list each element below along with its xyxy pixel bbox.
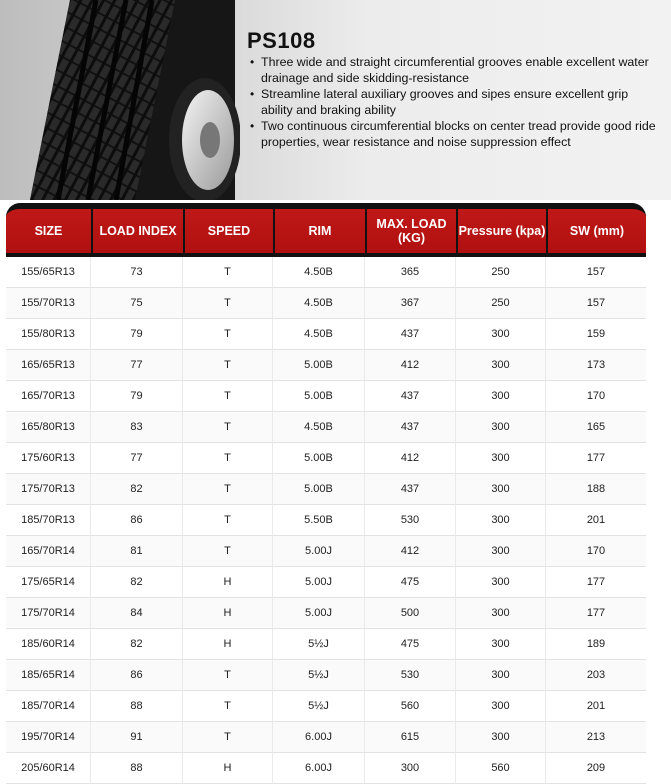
cell-size: 205/60R14 — [6, 753, 91, 784]
cell-max-load: 365 — [365, 257, 456, 288]
table-row — [6, 753, 646, 784]
header-pressure: Pressure (kpa) — [456, 203, 546, 257]
table-row — [6, 629, 646, 660]
cell-sw: 170 — [546, 536, 646, 567]
table-row — [6, 474, 646, 505]
cell-sw: 177 — [546, 598, 646, 629]
cell-pressure: 250 — [456, 257, 546, 288]
cell-load-index: 73 — [91, 257, 183, 288]
cell-pressure: 300 — [456, 567, 546, 598]
cell-load-index: 79 — [91, 319, 183, 350]
cell-max-load: 412 — [365, 536, 456, 567]
cell-size: 175/70R13 — [6, 474, 91, 505]
header-load-index: LOAD INDEX — [91, 203, 183, 257]
cell-sw: 159 — [546, 319, 646, 350]
cell-pressure: 300 — [456, 443, 546, 474]
cell-sw: 209 — [546, 753, 646, 784]
cell-pressure: 300 — [456, 412, 546, 443]
cell-size: 165/80R13 — [6, 412, 91, 443]
cell-speed: H — [183, 567, 273, 598]
cell-max-load: 367 — [365, 288, 456, 319]
cell-load-index: 86 — [91, 505, 183, 536]
cell-rim: 4.50B — [273, 257, 365, 288]
cell-max-load: 475 — [365, 567, 456, 598]
cell-rim: 5.50B — [273, 505, 365, 536]
cell-max-load: 437 — [365, 412, 456, 443]
table-row — [6, 536, 646, 567]
table-row — [6, 722, 646, 753]
table-row — [6, 381, 646, 412]
table-row — [6, 505, 646, 536]
cell-sw: 189 — [546, 629, 646, 660]
cell-size: 185/65R14 — [6, 660, 91, 691]
cell-speed: T — [183, 505, 273, 536]
cell-speed: T — [183, 722, 273, 753]
cell-sw: 157 — [546, 288, 646, 319]
cell-load-index: 77 — [91, 443, 183, 474]
cell-rim: 5½J — [273, 691, 365, 722]
cell-size: 155/65R13 — [6, 257, 91, 288]
cell-sw: 201 — [546, 505, 646, 536]
cell-rim: 5½J — [273, 660, 365, 691]
cell-size: 185/70R13 — [6, 505, 91, 536]
feature-list — [249, 54, 659, 150]
cell-pressure: 300 — [456, 381, 546, 412]
cell-rim: 4.50B — [273, 288, 365, 319]
table-row — [6, 350, 646, 381]
cell-speed: H — [183, 753, 273, 784]
cell-load-index: 82 — [91, 567, 183, 598]
cell-sw: 173 — [546, 350, 646, 381]
cell-rim: 5.00B — [273, 474, 365, 505]
cell-speed: T — [183, 288, 273, 319]
cell-max-load: 437 — [365, 319, 456, 350]
cell-load-index: 82 — [91, 474, 183, 505]
cell-pressure: 250 — [456, 288, 546, 319]
cell-sw: 203 — [546, 660, 646, 691]
spec-table — [6, 203, 646, 784]
cell-pressure: 300 — [456, 629, 546, 660]
cell-max-load: 300 — [365, 753, 456, 784]
cell-sw: 165 — [546, 412, 646, 443]
cell-speed: T — [183, 381, 273, 412]
cell-speed: T — [183, 660, 273, 691]
table-row — [6, 443, 646, 474]
cell-rim: 6.00J — [273, 753, 365, 784]
cell-rim: 5.00B — [273, 443, 365, 474]
cell-size: 165/65R13 — [6, 350, 91, 381]
cell-speed: H — [183, 629, 273, 660]
cell-size: 175/65R14 — [6, 567, 91, 598]
cell-max-load: 437 — [365, 474, 456, 505]
cell-pressure: 300 — [456, 691, 546, 722]
cell-speed: T — [183, 691, 273, 722]
feature-item: • Streamline lateral auxiliary grooves and sipes ensure excellent grip ability and braking ability — [249, 86, 659, 118]
cell-speed: T — [183, 443, 273, 474]
cell-speed: T — [183, 319, 273, 350]
cell-load-index: 86 — [91, 660, 183, 691]
cell-rim: 5.00J — [273, 536, 365, 567]
cell-sw: 177 — [546, 443, 646, 474]
table-row — [6, 412, 646, 443]
cell-max-load: 475 — [365, 629, 456, 660]
cell-size: 165/70R13 — [6, 381, 91, 412]
cell-speed: T — [183, 257, 273, 288]
table-row — [6, 660, 646, 691]
cell-max-load: 530 — [365, 505, 456, 536]
cell-load-index: 75 — [91, 288, 183, 319]
feature-item: • Two continuous circumferential blocks on center tread provide good ride properties, wear resistance and noise suppression effect — [249, 118, 659, 150]
table-row — [6, 691, 646, 722]
cell-sw: 170 — [546, 381, 646, 412]
cell-rim: 4.50B — [273, 412, 365, 443]
cell-load-index: 82 — [91, 629, 183, 660]
cell-speed: H — [183, 598, 273, 629]
cell-size: 185/60R14 — [6, 629, 91, 660]
cell-pressure: 300 — [456, 536, 546, 567]
cell-rim: 5.00B — [273, 381, 365, 412]
cell-size: 155/70R13 — [6, 288, 91, 319]
table-row — [6, 567, 646, 598]
cell-sw: 201 — [546, 691, 646, 722]
cell-max-load: 500 — [365, 598, 456, 629]
cell-rim: 4.50B — [273, 319, 365, 350]
cell-pressure: 300 — [456, 350, 546, 381]
cell-size: 155/80R13 — [6, 319, 91, 350]
cell-load-index: 83 — [91, 412, 183, 443]
feature-item: • Three wide and straight circumferential grooves enable excellent water drainage and side skidding-resistance — [249, 54, 659, 86]
table-body — [6, 257, 646, 784]
cell-max-load: 615 — [365, 722, 456, 753]
cell-sw: 188 — [546, 474, 646, 505]
cell-load-index: 79 — [91, 381, 183, 412]
header-rim: RIM — [273, 203, 365, 257]
cell-rim: 5.00J — [273, 598, 365, 629]
cell-max-load: 412 — [365, 350, 456, 381]
spec-table-container — [6, 203, 646, 784]
header-max-load: MAX. LOAD (KG) — [365, 203, 456, 257]
cell-max-load: 560 — [365, 691, 456, 722]
header-size: SIZE — [6, 203, 91, 257]
cell-load-index: 77 — [91, 350, 183, 381]
cell-sw: 213 — [546, 722, 646, 753]
cell-rim: 5½J — [273, 629, 365, 660]
product-banner — [0, 0, 671, 200]
cell-size: 175/60R13 — [6, 443, 91, 474]
cell-load-index: 84 — [91, 598, 183, 629]
table-row — [6, 598, 646, 629]
cell-speed: T — [183, 536, 273, 567]
table-header-row — [6, 203, 646, 257]
table-row — [6, 288, 646, 319]
cell-pressure: 300 — [456, 474, 546, 505]
header-speed: SPEED — [183, 203, 273, 257]
cell-max-load: 437 — [365, 381, 456, 412]
cell-pressure: 300 — [456, 505, 546, 536]
cell-rim: 5.00J — [273, 567, 365, 598]
table-row — [6, 257, 646, 288]
table-row — [6, 319, 646, 350]
cell-pressure: 300 — [456, 598, 546, 629]
cell-speed: T — [183, 412, 273, 443]
cell-load-index: 91 — [91, 722, 183, 753]
cell-rim: 5.00B — [273, 350, 365, 381]
cell-size: 165/70R14 — [6, 536, 91, 567]
product-title: PS108 — [247, 28, 316, 53]
cell-rim: 6.00J — [273, 722, 365, 753]
cell-load-index: 88 — [91, 691, 183, 722]
cell-max-load: 530 — [365, 660, 456, 691]
cell-size: 195/70R14 — [6, 722, 91, 753]
cell-load-index: 88 — [91, 753, 183, 784]
cell-pressure: 560 — [456, 753, 546, 784]
tire-image — [0, 0, 240, 200]
cell-sw: 177 — [546, 567, 646, 598]
cell-pressure: 300 — [456, 319, 546, 350]
cell-load-index: 81 — [91, 536, 183, 567]
cell-size: 185/70R14 — [6, 691, 91, 722]
cell-speed: T — [183, 474, 273, 505]
cell-speed: T — [183, 350, 273, 381]
cell-pressure: 300 — [456, 660, 546, 691]
cell-max-load: 412 — [365, 443, 456, 474]
cell-sw: 157 — [546, 257, 646, 288]
cell-size: 175/70R14 — [6, 598, 91, 629]
header-sw: SW (mm) — [546, 203, 646, 257]
cell-pressure: 300 — [456, 722, 546, 753]
